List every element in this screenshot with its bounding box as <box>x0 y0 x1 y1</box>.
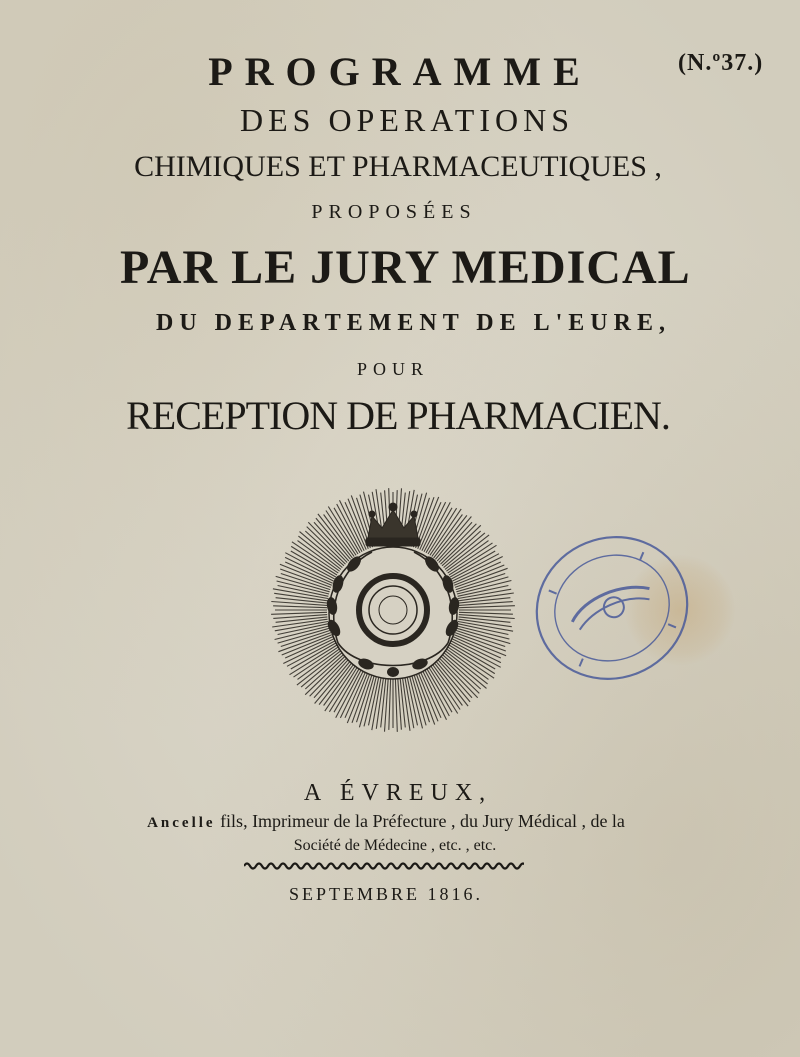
royal-emblem-icon <box>268 488 518 733</box>
imprint-city: A ÉVREUX, <box>303 780 493 806</box>
imprint-printer <box>128 811 644 832</box>
ornamental-rule <box>244 861 524 871</box>
imprint-date: SEPTEMBRE 1816. <box>288 884 484 904</box>
title-line-4: PAR LE JURY MEDICAL <box>120 241 691 294</box>
title-line-1: DES OPERATIONS <box>239 102 575 138</box>
title-line-5: DU DEPARTEMENT DE L'EURE, <box>156 310 671 336</box>
imprint-society: Société de Médecine , etc. , etc. <box>293 837 497 854</box>
page-title: PROGRAMME <box>208 49 592 94</box>
printer-name: Ancelle <box>147 815 216 831</box>
title-line-7: RECEPTION DE PHARMACIEN. <box>126 393 670 438</box>
title-line-6: POUR <box>356 359 429 379</box>
printer-details: fils, Imprimeur de la Préfecture , du Jury Médical , de la <box>220 811 625 831</box>
document-number: (N.º37.) <box>678 50 764 76</box>
title-line-3: PROPOSÉES <box>311 201 477 223</box>
library-stamp-icon <box>530 528 695 688</box>
title-line-2: CHIMIQUES ET PHARMACEUTIQUES , <box>134 150 662 183</box>
